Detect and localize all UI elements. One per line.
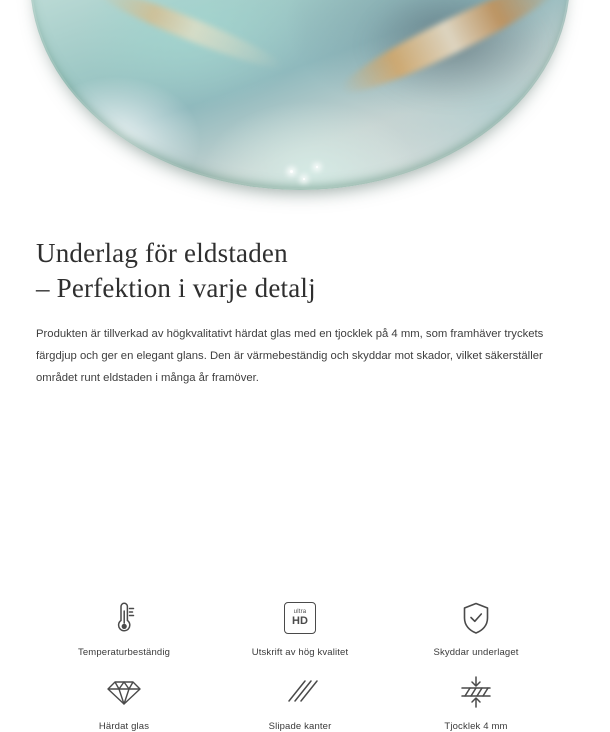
ultra-hd-badge-bottom: HD [292, 615, 308, 627]
thermometer-icon [107, 598, 141, 638]
feature-item-temperature [36, 598, 212, 658]
page-title [36, 236, 556, 305]
feature-label: Utskrift av hög kvalitet [251, 647, 349, 658]
feature-label: Slipade kanter [268, 721, 332, 732]
feature-item-tempered-glass [36, 672, 212, 732]
feature-label: Tjocklek 4 mm [444, 721, 508, 732]
feature-label: Temperaturbeständig [77, 647, 171, 658]
content-block [0, 208, 600, 389]
feature-item-thickness [388, 672, 564, 732]
hero-image [0, 0, 600, 208]
headline-line-1: Underlag för eldstaden [36, 238, 288, 268]
sparkle-icon [290, 170, 293, 173]
polished-edges-icon [283, 672, 317, 712]
headline-line-2: – Perfektion i varje detalj [36, 272, 316, 303]
feature-item-print-quality [212, 598, 388, 658]
ultra-hd-icon [284, 598, 316, 638]
feature-label: Skyddar underlaget [433, 647, 519, 658]
sparkle-icon [316, 166, 318, 168]
feature-item-protection [388, 598, 564, 658]
feature-label: Härdat glas [98, 721, 150, 732]
thickness-arrows-icon [458, 672, 494, 712]
feature-item-polished-edges [212, 672, 388, 732]
feature-grid [36, 598, 564, 732]
sparkle-icon [303, 178, 305, 180]
diamond-icon [106, 672, 142, 712]
ultra-hd-badge-top: ultra [293, 609, 307, 615]
body-paragraph: Produkten är tillverkad av högkvalitativt härdat glas med en tjocklek på 4 mm, som framhäver tryckets färgdjup och ger en elegant glans. Den är värmebeständig och skyddar mot skador, vilket säkerställer området runt eldstaden i många år framöver. [36, 328, 544, 385]
shield-check-icon [460, 598, 492, 638]
marble-plate-graphic [30, 0, 570, 190]
gold-vein [93, 0, 287, 77]
